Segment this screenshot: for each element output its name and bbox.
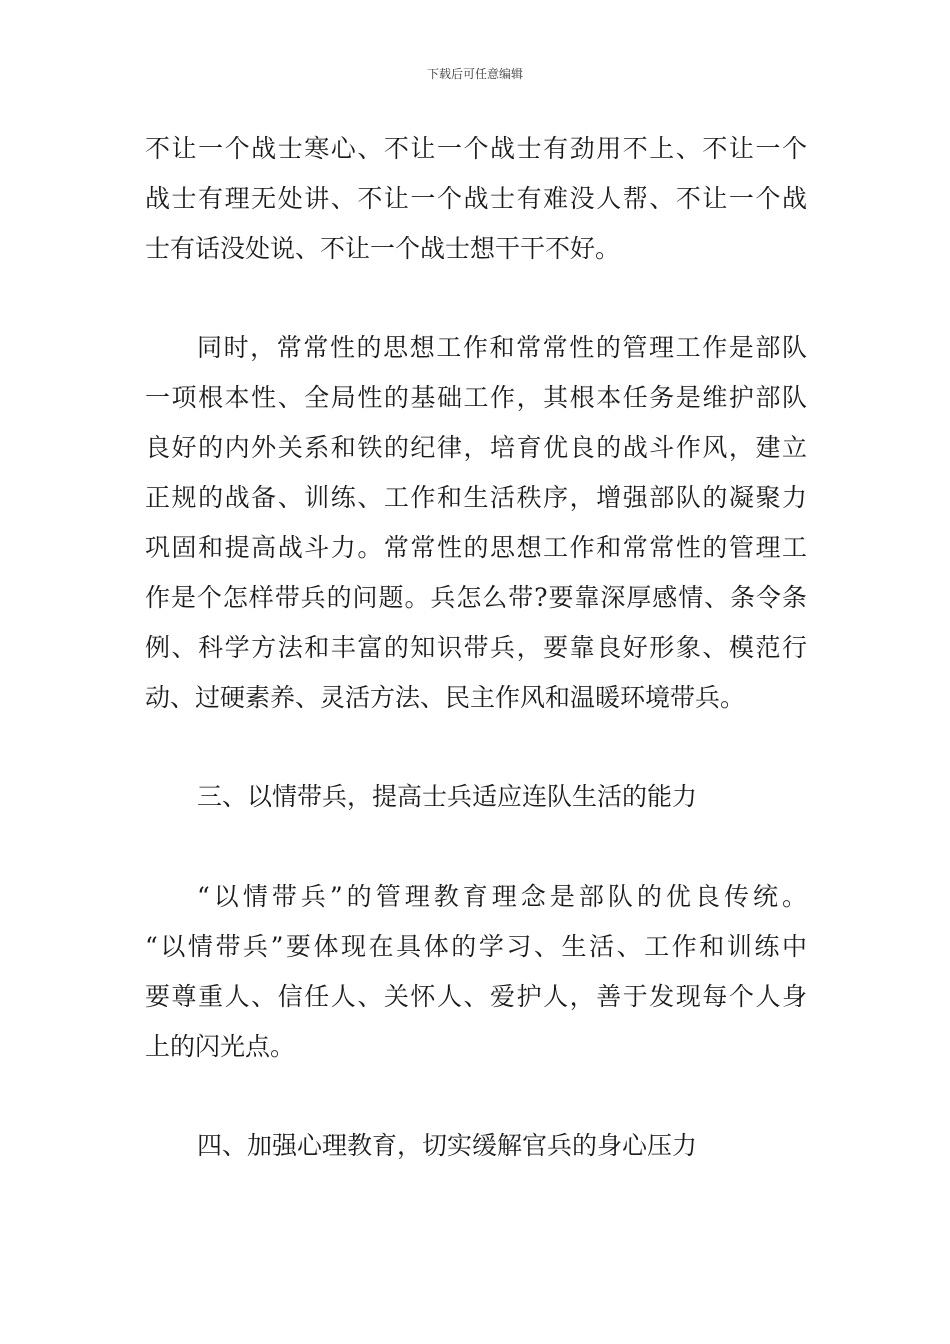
- section-heading: 四、加强心理教育，切实缓解官兵的身心压力: [197, 1131, 698, 1160]
- paragraph-line: 上的闪光点。: [145, 1032, 296, 1061]
- paragraph-line: 一项根本性、全局性的基础工作，其根本任务是维护部队: [145, 383, 807, 412]
- paragraph-line: “以情带兵”要体现在具体的学习、生活、工作和训练中: [145, 932, 807, 961]
- paragraph-line: 要尊重人、信任人、关怀人、爱护人，善于发现每个人身: [145, 982, 807, 1011]
- header-note: 下载后可任意编辑: [426, 67, 523, 81]
- paragraph-line: 良好的内外关系和铁的纪律，培育优良的战斗作风，建立: [145, 433, 807, 462]
- paragraph-line: 作是个怎样带兵的问题。兵怎么带?要靠深厚感情、条令条: [145, 583, 807, 612]
- paragraph-line: 不让一个战士寒心、不让一个战士有劲用不上、不让一个: [145, 134, 807, 163]
- paragraph-line: 例、科学方法和丰富的知识带兵，要靠良好形象、模范行: [145, 633, 807, 662]
- document-body: [145, 124, 807, 1171]
- paragraph-spacer: [145, 1072, 807, 1121]
- paragraph-spacer: [145, 274, 807, 323]
- paragraph-line: 同时，常常性的思想工作和常常性的管理工作是部队: [197, 333, 807, 362]
- paragraph-spacer: [145, 822, 807, 872]
- section-heading: 三、以情带兵，提高士兵适应连队生活的能力: [197, 782, 698, 811]
- paragraph-line: “以情带兵”的管理教育理念是部队的优良传统。: [197, 882, 807, 911]
- paragraph-line: 正规的战备、训练、工作和生活秩序，增强部队的凝聚力: [145, 483, 807, 512]
- section-heading-4: [145, 1121, 807, 1171]
- paragraph-line: 动、过硬素养、灵活方法、民主作风和温暖环境带兵。: [145, 683, 746, 712]
- paragraph-line: 士有话没处说、不让一个战士想干干不好。: [145, 234, 621, 263]
- paragraph-1: [145, 124, 807, 274]
- paragraph-line: 战士有理无处讲、不让一个战士有难没人帮、不让一个战: [145, 184, 807, 213]
- paragraph-2: [145, 323, 807, 723]
- section-heading-3: [145, 772, 807, 822]
- paragraph-3: [145, 872, 807, 1072]
- paragraph-spacer: [145, 723, 807, 772]
- paragraph-line: 巩固和提高战斗力。常常性的思想工作和常常性的管理工: [145, 533, 807, 562]
